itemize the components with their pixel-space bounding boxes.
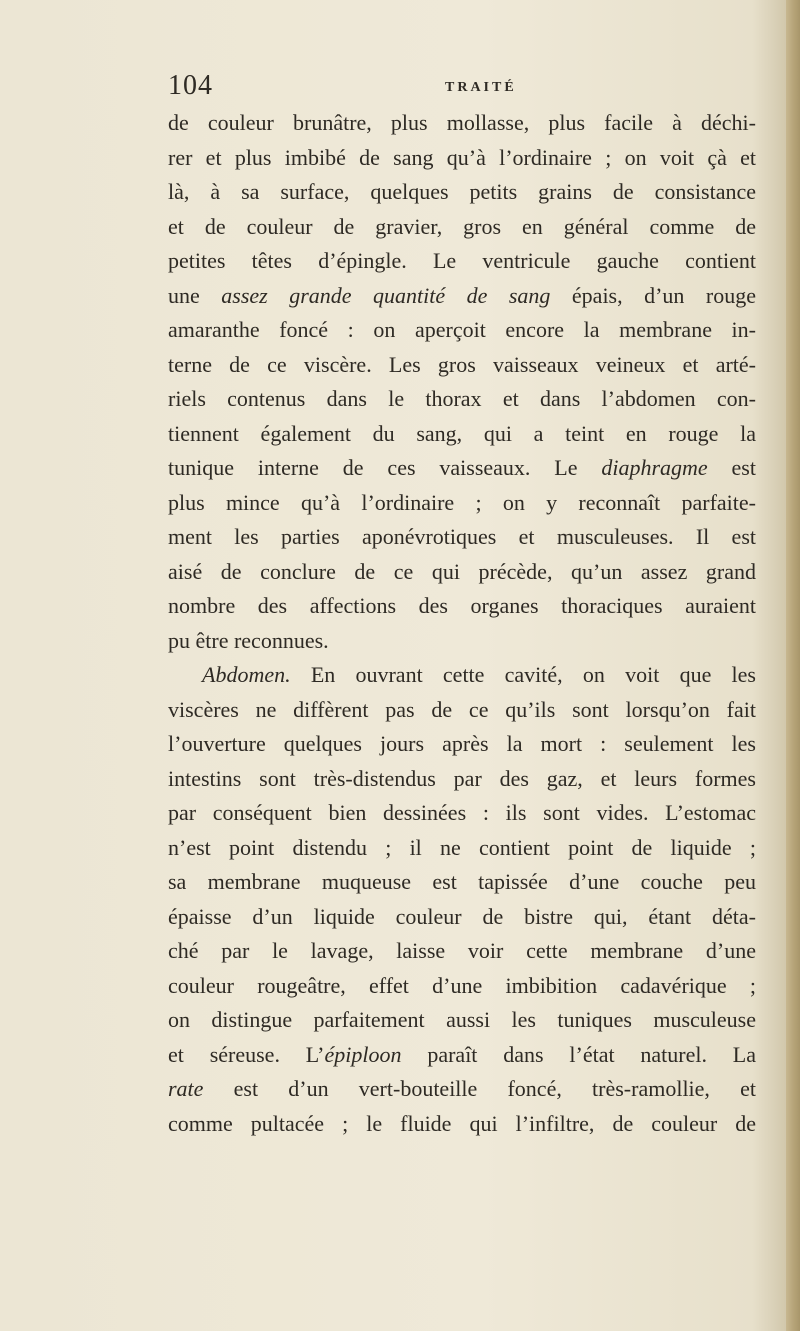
text-line: tiennent également du sang, qui a teint en rouge la <box>168 420 756 446</box>
italic-term: épiploon <box>324 1041 402 1067</box>
text-line: intestins sont très-distendus par des gaz, et leurs formes <box>168 765 756 791</box>
page-number: 104 <box>168 70 213 101</box>
running-title: TRAITÉ <box>445 80 517 95</box>
text-line: aisé de conclure de ce qui précède, qu’un assez grand <box>168 558 756 584</box>
text-line: nombre des affections des organes thoraciques auraient <box>168 593 756 618</box>
text-line: ché par le lavage, laisse voir cette membrane d’une <box>168 938 756 963</box>
text-line: n’est point distendu ; il ne contient point de liquide ; <box>168 834 756 860</box>
text-line: pu être reconnues. <box>168 627 329 653</box>
text-line: de couleur brunâtre, plus mollasse, plus facile à déchi- <box>168 110 756 135</box>
text-line: rer et plus imbibé de sang qu’à l’ordinaire ; on voit çà et <box>168 144 756 170</box>
page-edge <box>786 0 800 1331</box>
text-line: terne de ce viscère. Les gros vaisseaux veineux et arté- <box>168 351 756 377</box>
text-line: plus mince qu’à l’ordinaire ; on y reconnaît parfaite- <box>168 489 756 515</box>
text-line: riels contenus dans le thorax et dans l’abdomen con- <box>168 386 756 411</box>
text-line: épaisse d’un liquide couleur de bistre qui, étant déta- <box>168 903 756 929</box>
section-heading-line: Abdomen. En ouvrant cette cavité, on voit que les <box>202 662 756 687</box>
text-line: l’ouverture quelques jours après la mort : seulement les <box>168 731 756 756</box>
text-line: couleur rougeâtre, effet d’une imbibition cadavérique ; <box>168 972 756 998</box>
text-line: par conséquent bien dessinées : ils sont vides. L’estomac <box>168 800 756 825</box>
text-line: sa membrane muqueuse est tapissée d’une couche peu <box>168 869 756 894</box>
text-line: viscères ne diffèrent pas de ce qu’ils sont lorsqu’on fait <box>168 696 756 722</box>
text-line: une assez grande quantité de sang épais, d’un rouge <box>168 282 757 308</box>
section-heading: Abdomen. <box>202 662 291 687</box>
text-line: comme pultacée ; le fluide qui l’infiltre, de couleur de <box>168 1110 756 1136</box>
text-line: là, à sa surface, quelques petits grains de consistance <box>168 179 756 204</box>
text-line: on distingue parfaitement aussi les tuniques musculeuse <box>168 1007 756 1032</box>
text-line: ment les parties aponévrotiques et musculeuses. Il est <box>168 524 756 549</box>
text-line: petites têtes d’épingle. Le ventricule gauche contient <box>168 248 756 273</box>
text-line: rate est d’un vert-bouteille foncé, très-ramollie, et <box>168 1076 756 1101</box>
page-header <box>168 70 753 110</box>
text-line: et séreuse. L’épiploon paraît dans l’état naturel. La <box>168 1041 756 1067</box>
text-line: et de couleur de gravier, gros en général comme de <box>168 213 756 239</box>
italic-term: diaphragme <box>601 455 708 480</box>
text-line: tunique interne de ces vaisseaux. Le diaphragme est <box>168 455 756 480</box>
italic-phrase: assez grande quantité de sang <box>221 282 551 308</box>
body-text <box>168 106 756 1141</box>
text-line: amaranthe foncé : on aperçoit encore la membrane in- <box>168 317 756 342</box>
italic-term: rate <box>168 1076 204 1101</box>
